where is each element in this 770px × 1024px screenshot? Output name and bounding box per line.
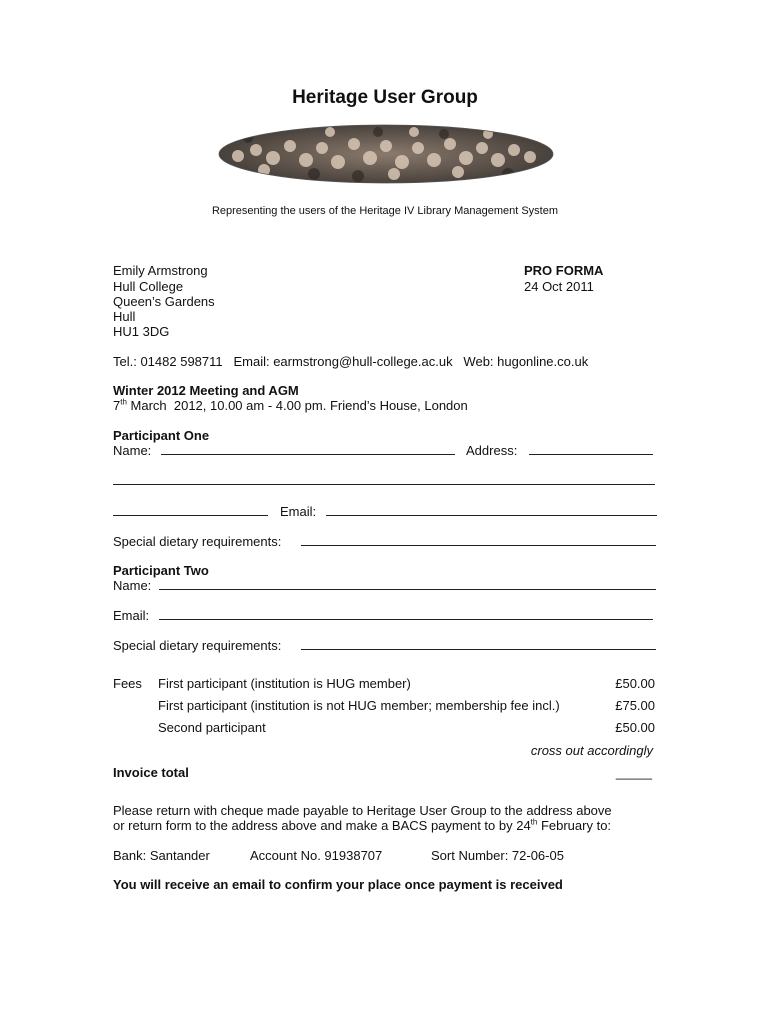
fee-row-amount: £75.00 bbox=[615, 698, 655, 713]
contact-line: Tel.: 01482 598711 Email: earmstrong@hull-college.ac.uk Web: hugonline.co.uk bbox=[113, 354, 589, 369]
fees-label: Fees bbox=[113, 676, 142, 691]
fee-row-amount: £50.00 bbox=[615, 720, 655, 735]
p2-dietary-field[interactable] bbox=[301, 639, 656, 650]
fee-row-desc: First participant (institution is not HUG member; membership fee incl.) bbox=[158, 698, 560, 713]
p2-name-label: Name: bbox=[113, 578, 152, 593]
p2-email-label: Email: bbox=[113, 608, 150, 623]
address-org: Hull College bbox=[113, 279, 184, 294]
participant-one-heading: Participant One bbox=[113, 428, 210, 443]
invoice-total-value[interactable]: _____ bbox=[615, 765, 652, 780]
return-line2-suffix: th bbox=[530, 817, 538, 827]
meeting-details bbox=[113, 398, 468, 413]
bank-account: Account No. 91938707 bbox=[250, 848, 383, 863]
confirmation-note: You will receive an email to confirm your place once payment is received bbox=[113, 877, 563, 892]
p2-name-field[interactable] bbox=[159, 579, 656, 590]
p1-name-label: Name: bbox=[113, 443, 152, 458]
return-instructions-line1: Please return with cheque made payable to Heritage User Group to the address above bbox=[113, 803, 612, 818]
p1-email-field[interactable] bbox=[326, 505, 657, 516]
p1-address-field[interactable] bbox=[529, 444, 653, 455]
return-instructions-line2 bbox=[113, 818, 611, 833]
p2-email-field[interactable] bbox=[159, 609, 653, 620]
subtitle: Representing the users of the Heritage IV Library Management System bbox=[211, 205, 559, 217]
fee-row-amount: £50.00 bbox=[615, 676, 655, 691]
bank-name: Bank: Santander bbox=[113, 848, 210, 863]
p1-dietary-label: Special dietary requirements: bbox=[113, 534, 282, 549]
address-postcode: HU1 3DG bbox=[113, 324, 170, 339]
p1-dietary-field[interactable] bbox=[301, 535, 656, 546]
fee-row-desc: First participant (institution is HUG member) bbox=[158, 676, 411, 691]
p1-address-line3-field[interactable] bbox=[113, 505, 268, 516]
address-city: Hull bbox=[113, 309, 136, 324]
meeting-day-suffix: th bbox=[120, 397, 127, 407]
invoice-total-label: Invoice total bbox=[113, 765, 189, 780]
p1-name-field[interactable] bbox=[161, 444, 455, 455]
cross-out-note: cross out accordingly bbox=[530, 743, 653, 758]
return-line2-end: February to: bbox=[537, 818, 612, 833]
meeting-details-text: March 2012, 10.00 am - 4.00 pm. Friend’s House, London bbox=[126, 398, 468, 413]
p2-dietary-label: Special dietary requirements: bbox=[113, 638, 282, 653]
address-name: Emily Armstrong bbox=[113, 263, 208, 278]
fee-row-desc: Second participant bbox=[158, 720, 266, 735]
meeting-title: Winter 2012 Meeting and AGM bbox=[113, 383, 299, 398]
meeting-day: 7 bbox=[113, 398, 121, 413]
return-line2-text: or return form to the address above and make a BACS payment to by 24 bbox=[113, 818, 531, 833]
participant-two-heading: Participant Two bbox=[113, 563, 209, 578]
p1-email-label: Email: bbox=[280, 504, 317, 519]
page-title: Heritage User Group bbox=[292, 87, 478, 108]
crowd-photo-logo bbox=[218, 124, 554, 184]
bank-sort-code: Sort Number: 72-06-05 bbox=[431, 848, 564, 863]
p1-address-label: Address: bbox=[466, 443, 518, 458]
proforma-date: 24 Oct 2011 bbox=[524, 279, 594, 294]
address-street: Queen’s Gardens bbox=[113, 294, 215, 309]
proforma-label: PRO FORMA bbox=[524, 263, 604, 278]
p1-address-line2-field[interactable] bbox=[113, 474, 655, 485]
